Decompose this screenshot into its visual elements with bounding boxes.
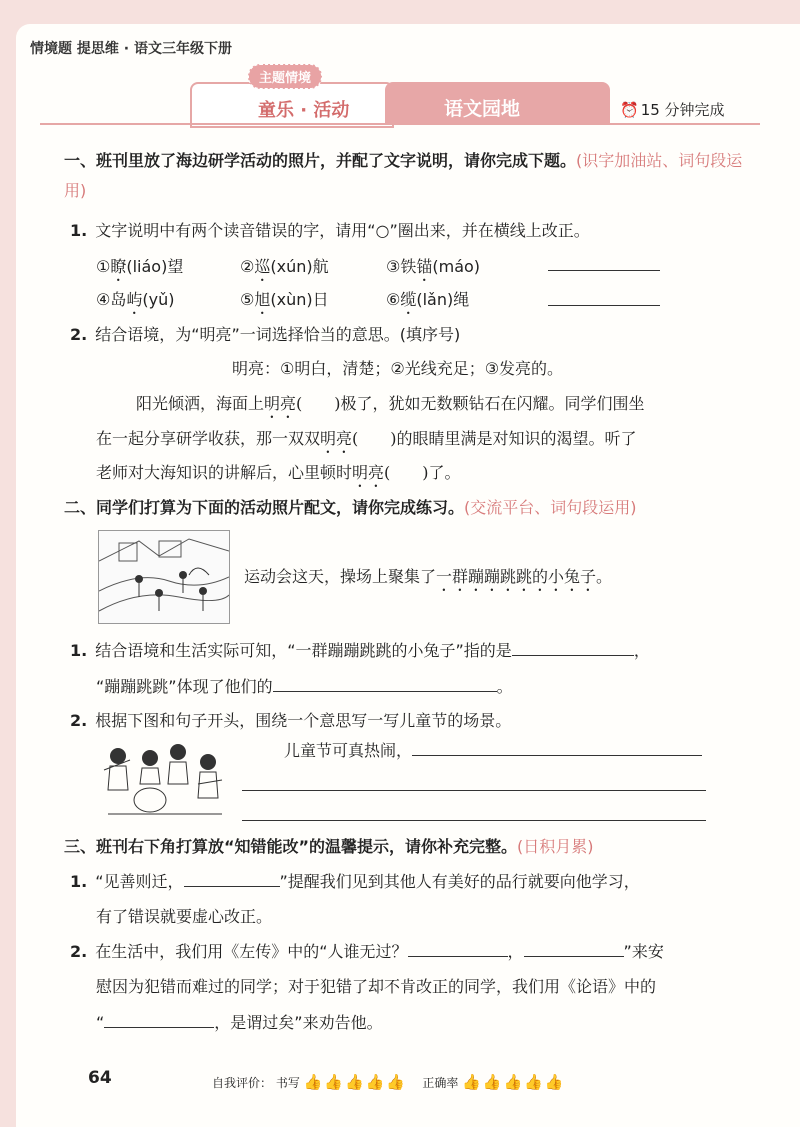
option-char: 岛 <box>110 290 127 309</box>
caption-keyword: 一群蹦蹦跳跳的小兔子 <box>436 567 597 586</box>
self-evaluation <box>212 1073 566 1091</box>
passage-line-2 <box>96 426 637 457</box>
thumbs-up-icon[interactable]: 👍👍👍👍👍 <box>462 1073 566 1091</box>
section3-heading-text: 三、班刊右下角打算放“知错能改”的温馨提示，请你补充完整。 <box>64 837 518 856</box>
s2-q2-text: 根据下图和句子开头，围绕一个意思写一写儿童节的场景。 <box>95 711 512 730</box>
writing-line-2[interactable] <box>242 790 706 791</box>
passage-text: 阳光倾洒，海面上 <box>136 394 265 413</box>
option-rest: (liáo)望 <box>126 257 184 276</box>
option-char: 巡 <box>254 257 271 276</box>
section2-heading-text: 二、同学们打算为下面的活动照片配文，请你完成练习。 <box>64 498 465 517</box>
passage-text: 在一起分享研学收获，那一双双 <box>96 429 321 448</box>
option-rest: (xún)航 <box>270 257 329 276</box>
passage-text: ( )的眼睛里满是对知识的渴望。听了 <box>352 429 637 448</box>
s1-q1-num: 1. <box>70 221 88 240</box>
s1-q1-text: 文字说明中有两个读音错误的字，请用“○”圈出来，并在横线上改正。 <box>95 221 590 240</box>
passage-text: ( )极了，犹如无数颗钻石在闪耀。同学们围坐 <box>296 394 645 413</box>
timer-label: 15 分钟完成 <box>640 101 725 119</box>
section3-tag: (日积月累) <box>517 837 594 856</box>
section1-heading <box>64 146 754 206</box>
punct: 。 <box>496 677 513 696</box>
passage-text: ( )了。 <box>384 463 461 482</box>
caption-text: 。 <box>596 567 613 586</box>
s3-q1-num: 1. <box>70 872 88 891</box>
section1-heading-text: 一、班刊里放了海边研学活动的照片，并配了文字说明，请你完成下题。 <box>64 151 577 170</box>
definition: 明亮：①明白，清楚；②光线充足；③发亮的。 <box>232 359 564 378</box>
quote-open: “ <box>96 1013 105 1032</box>
timer <box>620 99 725 120</box>
option-char: 缆 <box>400 290 417 309</box>
answer-blank[interactable] <box>184 886 280 887</box>
alarm-clock-icon: ⏰ <box>620 101 639 119</box>
option-rest: (yǔ) <box>142 290 175 309</box>
starter-text: 儿童节可真热闹， <box>284 741 413 760</box>
s3-q2-text: ”来安 <box>623 942 664 961</box>
theme-tab-label: 童乐 · 活动 <box>258 100 350 121</box>
correction-line-1[interactable] <box>548 270 660 271</box>
self-eval-label: 自我评价： <box>212 1076 273 1090</box>
passage-keyword: 明亮 <box>264 394 297 413</box>
passage-text: 老师对大海知识的讲解后，心里顿时 <box>96 463 353 482</box>
passage-keyword: 明亮 <box>320 429 353 448</box>
page-number: 64 <box>88 1068 112 1088</box>
s1-q2-text: 结合语境，为“明亮”一词选择恰当的意思。(填序号) <box>95 325 461 344</box>
option-3 <box>386 254 480 285</box>
option-6 <box>386 287 469 318</box>
accuracy-label: 正确率 <box>422 1076 459 1090</box>
theme-pill: 主题情境 <box>248 64 322 89</box>
option-prefix: ② <box>240 257 255 276</box>
section-tab-label: 语文园地 <box>444 98 521 120</box>
passage-line-3 <box>96 460 461 491</box>
thumbs-up-icon[interactable]: 👍👍👍👍👍 <box>303 1073 408 1091</box>
passage-keyword: 明亮 <box>352 463 385 482</box>
s2-q1-text2: “蹦蹦跳跳”体现了他们的 <box>96 677 273 696</box>
answer-blank[interactable] <box>104 1027 214 1028</box>
option-char: 铁 <box>400 257 417 276</box>
caption-text: 运动会这天，操场上聚集了 <box>244 567 437 586</box>
writing-starter <box>284 738 702 761</box>
option-char: 瞭 <box>110 257 127 276</box>
s2-q1-line1 <box>70 638 650 661</box>
answer-blank[interactable] <box>273 691 497 692</box>
s2-q2 <box>70 708 511 731</box>
section1-tag: (识字加油站、词句段运用) <box>64 151 743 200</box>
option-2 <box>240 254 329 285</box>
s2-q1-text: 结合语境和生活实际可知，“一群蹦蹦跳跳的小兔子”指的是 <box>95 641 512 660</box>
correction-line-2[interactable] <box>548 305 660 306</box>
option-prefix: ④ <box>96 290 111 309</box>
punct: ， <box>633 641 650 660</box>
sports-day-illustration <box>98 530 230 624</box>
photo-caption <box>244 564 612 595</box>
option-char: 锚 <box>416 257 433 276</box>
s3-q2-line2: 慰因为犯错而难过的同学；对于犯错了却不肯改正的同学，我们用《论语》中的 <box>96 977 657 996</box>
section3-heading <box>64 834 594 857</box>
childrens-day-band-illustration <box>98 740 228 818</box>
option-char: 旭 <box>254 290 271 309</box>
section2-heading <box>64 495 637 518</box>
answer-blank[interactable] <box>512 655 634 656</box>
band-drawing <box>98 740 228 818</box>
section2-tag: (交流平台、词句段运用) <box>464 498 637 517</box>
option-prefix: ③ <box>386 257 401 276</box>
writing-line-3[interactable] <box>242 820 706 821</box>
s3-q1-text: ”提醒我们见到其他人有美好的品行就要向他学习， <box>279 872 640 891</box>
s1-q2-num: 2. <box>70 325 88 344</box>
option-1 <box>96 254 183 285</box>
option-char: 屿 <box>126 290 143 309</box>
option-prefix: ⑤ <box>240 290 255 309</box>
answer-blank[interactable] <box>524 956 624 957</box>
s3-q1-line2: 有了错误就要虚心改正。 <box>96 907 273 926</box>
s2-q2-num: 2. <box>70 711 88 730</box>
answer-blank[interactable] <box>408 956 508 957</box>
s1-q2 <box>70 322 460 345</box>
writing-line-1[interactable] <box>412 755 702 756</box>
sports-day-drawing <box>99 531 229 623</box>
header-divider <box>40 123 760 125</box>
writing-label: 书写 <box>275 1076 300 1090</box>
option-prefix: ① <box>96 257 111 276</box>
option-4 <box>96 287 174 318</box>
punct: ， <box>507 942 524 961</box>
s2-q1-num: 1. <box>70 641 88 660</box>
s3-q2-text: ，是谓过矣”来劝告他。 <box>214 1013 383 1032</box>
s1-q1 <box>70 218 590 241</box>
option-rest: (máo) <box>432 257 481 276</box>
s3-q2-line1 <box>70 939 664 962</box>
passage-line-1 <box>136 391 645 422</box>
option-rest: (xùn)日 <box>270 290 329 309</box>
s3-q1-text: “见善则迁， <box>95 872 184 891</box>
s2-q1-line2 <box>96 674 513 697</box>
s3-q2-text: 在生活中，我们用《左传》中的“人谁无过？ <box>95 942 408 961</box>
option-5 <box>240 287 329 318</box>
s3-q1-line1 <box>70 869 640 892</box>
s3-q2-num: 2. <box>70 942 88 961</box>
option-rest: (lǎn)绳 <box>416 290 470 309</box>
book-title: 情境题 提思维 · 语文三年级下册 <box>30 41 232 57</box>
option-prefix: ⑥ <box>386 290 401 309</box>
s3-q2-line3 <box>96 1010 383 1033</box>
